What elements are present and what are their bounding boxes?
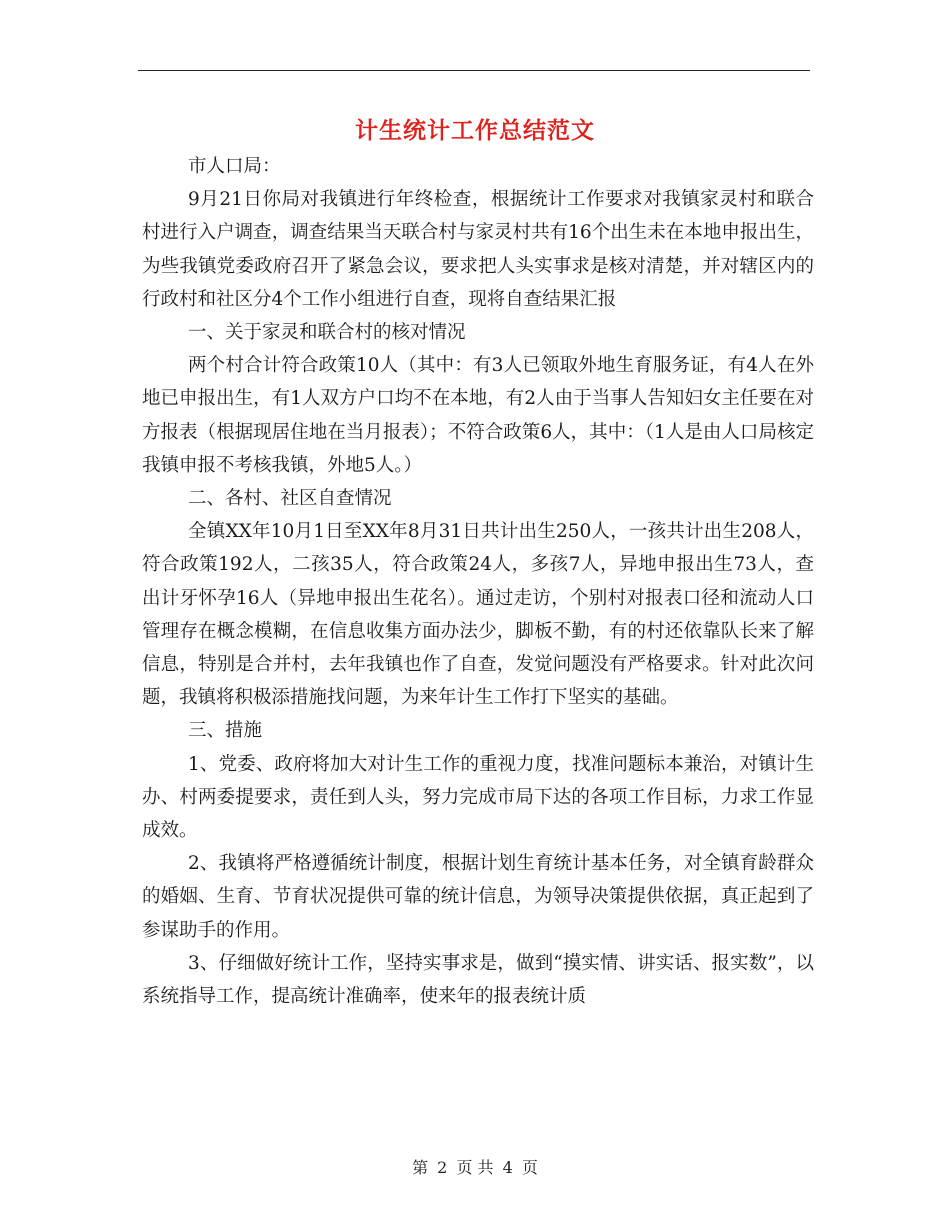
section-heading-1: 一、关于家灵和联合村的核对情况 <box>188 322 466 344</box>
section-2-paragraph: 全镇XX年10月1日至XX年8月31日共计出生250人，一孩共计出生208人，符合政策192人，二孩35人，符合政策24人，多孩7人，异地申报出生73人，查出计牙怀孕16人（异地申报出生花名）。通过走访，个别村对报表口径和流动人口管理存在概念模糊，在信息收集方面办法少，脚板不勤，有的村还依靠队长来了解信息，特别是合并村，去年我镇也作了自查，发觉问题没有严格要求。针对此次问题，我镇将积极添措施找问题，为来年计生工作打下坚实的基础。 <box>142 521 814 709</box>
document-body <box>142 150 814 1013</box>
section-heading-3: 三、措施 <box>188 720 263 742</box>
header-rule <box>138 70 810 71</box>
section-1-paragraph: 两个村合计符合政策10人（其中：有3人已领取外地生育服务证，有4人在外地已申报出生，有1人双方户口均不在本地，有2人由于当事人告知妇女主任要在对方报表（根据现居住地在当月报表）；不符合政策6人，其中：（1人是由人口局核定我镇申报不考核我镇，外地5人。） <box>142 355 814 476</box>
section-heading-2: 二、各村、社区自查情况 <box>188 488 392 510</box>
document-title: 计生统计工作总结范文 <box>355 117 595 144</box>
footer-total-pages: 4 <box>502 1158 513 1177</box>
footer-middle: 页 共 <box>456 1158 494 1177</box>
footer-prefix: 第 <box>412 1158 429 1177</box>
measure-3-paragraph: 3、仔细做好统计工作，坚持实事求是，做到“摸实情、讲实话、报实数”，以系统指导工作，提高统计准确率，使来年的报表统计质 <box>142 952 814 1008</box>
measure-2-paragraph: 2、我镇将严格遵循统计制度，根据计划生育统计基本任务，对全镇育龄群众的婚姻、生育、节育状况提供可靠的统计信息，为领导决策提供依据，真正起到了参谋助手的作用。 <box>142 853 814 941</box>
footer-suffix: 页 <box>521 1158 538 1177</box>
page-footer <box>0 1155 950 1178</box>
intro-paragraph: 9月21日你局对我镇进行年终检查，根据统计工作要求对我镇家灵村和联合村进行入户调查，调查结果当天联合村与家灵村共有16个出生未在本地申报出生，为些我镇党委政府召开了紧急会议，要求把人头实事求是核对清楚，并对辖区内的行政村和社区分4个工作小组进行自查，现将自查结果汇报 <box>142 189 814 310</box>
salutation: 市人口局： <box>188 156 281 177</box>
measure-1-paragraph: 1、党委、政府将加大对计生工作的重视力度，找准问题标本兼治，对镇计生办、村两委提要求，责任到人头，努力完成市局下达的各项工作目标，力求工作显成效。 <box>142 753 814 842</box>
footer-page-number: 2 <box>437 1158 448 1177</box>
